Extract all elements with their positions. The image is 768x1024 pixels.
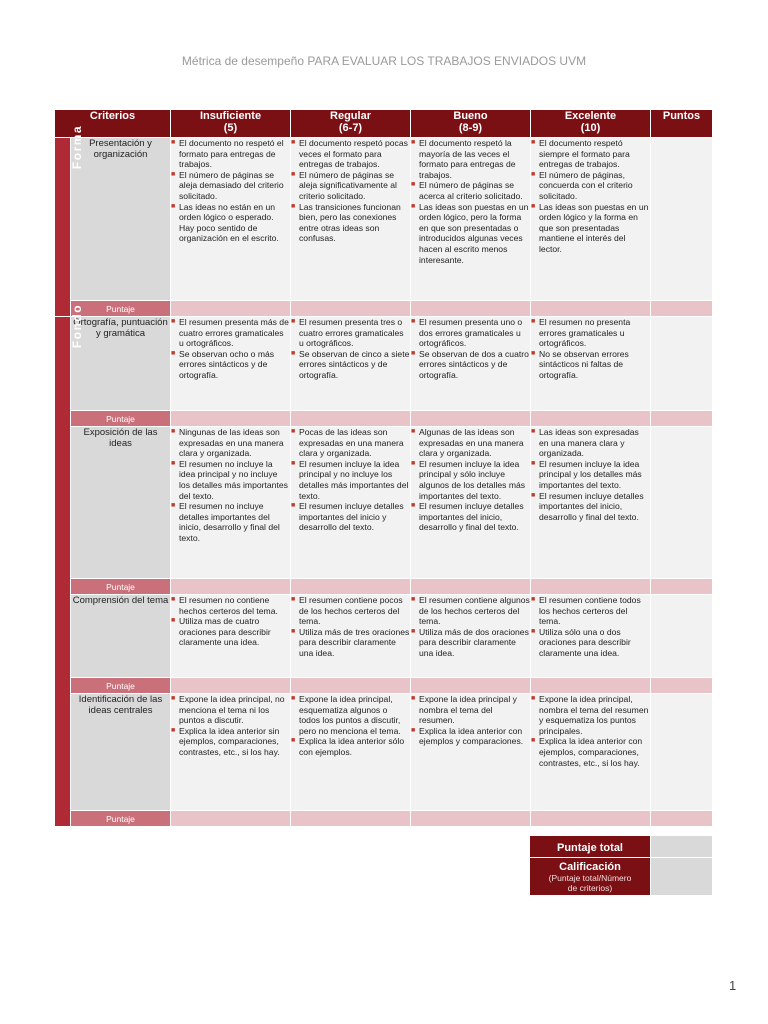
puntaje-cell[interactable] bbox=[171, 411, 291, 427]
list-item bbox=[291, 501, 410, 533]
table-row bbox=[55, 595, 713, 678]
list-item bbox=[411, 138, 530, 180]
criterion-cell: Exposición de las ideas bbox=[71, 427, 171, 579]
puntaje-cell[interactable] bbox=[411, 579, 531, 595]
list-item-text: El resumen incluye detalles importantes del inicio, desarrollo y final del texto. bbox=[419, 501, 524, 533]
list-item-text: Expone la idea principal, no menciona el tema ni los puntos a discutir. bbox=[179, 694, 285, 726]
list-item bbox=[411, 694, 530, 726]
list-item bbox=[291, 459, 410, 501]
header-regular-range: (6-7) bbox=[338, 122, 363, 134]
bullet-icon: ■ bbox=[171, 695, 176, 702]
bullet-list bbox=[531, 595, 650, 659]
desc-insuficiente bbox=[171, 317, 291, 411]
list-item-text: El resumen contiene todos los hechos certeros del tema. bbox=[539, 595, 641, 627]
puntaje-row bbox=[55, 301, 713, 317]
calificacion-note-1: (Puntaje total/Número bbox=[548, 872, 632, 883]
bullet-icon: ■ bbox=[291, 170, 296, 178]
list-item bbox=[531, 170, 650, 202]
list-item-text: El resumen incluye la idea principal y los detalles más importantes del texto. bbox=[539, 458, 642, 490]
list-item bbox=[411, 349, 530, 381]
list-item bbox=[171, 459, 290, 501]
list-item-text: Utiliza mas de cuatro oraciones para describir claramente una idea. bbox=[179, 616, 271, 648]
desc-regular bbox=[291, 694, 411, 811]
puntaje-cell[interactable] bbox=[291, 579, 411, 595]
bullet-list bbox=[171, 317, 290, 381]
calificacion-note-2: de criterios) bbox=[567, 882, 613, 893]
page-number: 1 bbox=[729, 978, 737, 993]
list-item-text: Las ideas no están en un orden lógico o esperado. Hay poco sentido de organización en el escrito. bbox=[179, 201, 279, 244]
bullet-icon: ■ bbox=[291, 428, 296, 435]
list-item bbox=[171, 427, 290, 459]
bullet-icon: ■ bbox=[171, 726, 176, 734]
list-item bbox=[291, 427, 410, 459]
puntaje-label: Puntaje bbox=[71, 301, 171, 317]
list-item bbox=[411, 627, 530, 659]
bullet-icon: ■ bbox=[531, 202, 536, 210]
bullet-icon: ■ bbox=[531, 627, 536, 635]
list-item bbox=[411, 202, 530, 266]
list-item-text: El resumen no incluye detalles importantes del inicio, desarrollo y final del texto. bbox=[179, 501, 280, 543]
rubric-table bbox=[54, 109, 713, 827]
list-item bbox=[171, 595, 290, 616]
list-item-text: Utiliza más de dos oraciones para describir claramente una idea. bbox=[419, 626, 529, 658]
puntaje-total-text: Puntaje total bbox=[556, 841, 623, 854]
list-item bbox=[531, 427, 650, 459]
puntaje-total-value[interactable] bbox=[651, 836, 713, 858]
list-item bbox=[531, 459, 650, 491]
puntaje-cell[interactable] bbox=[291, 811, 411, 827]
desc-excelente bbox=[531, 138, 651, 301]
list-item-text: Algunas de las ideas son expresadas en una manera clara y organizada. bbox=[419, 427, 524, 459]
bullet-icon: ■ bbox=[531, 318, 536, 325]
group-forma-label: Forma bbox=[70, 124, 85, 170]
list-item bbox=[411, 427, 530, 459]
group-fondo-label: Fondo bbox=[70, 303, 85, 349]
bullet-icon: ■ bbox=[291, 502, 296, 510]
total-row bbox=[530, 836, 713, 858]
bullet-icon: ■ bbox=[291, 349, 296, 357]
header-insuficiente bbox=[171, 110, 291, 138]
bullet-icon: ■ bbox=[171, 139, 176, 146]
desc-regular bbox=[291, 595, 411, 678]
list-item bbox=[411, 180, 530, 201]
desc-bueno bbox=[411, 138, 531, 301]
puntaje-row bbox=[55, 579, 713, 595]
criterion-cell: Ortografía, puntuación y gramática bbox=[71, 317, 171, 411]
points-cell[interactable] bbox=[651, 595, 713, 678]
bullet-icon: ■ bbox=[531, 349, 536, 357]
list-item bbox=[171, 170, 290, 202]
bullet-list bbox=[531, 317, 650, 381]
list-item bbox=[411, 501, 530, 533]
puntaje-cell[interactable] bbox=[651, 579, 713, 595]
list-item bbox=[291, 627, 410, 659]
calificacion-row bbox=[530, 858, 713, 896]
bullet-icon: ■ bbox=[411, 349, 416, 357]
bullet-list bbox=[411, 317, 530, 381]
desc-regular bbox=[291, 317, 411, 411]
list-item-text: El resumen incluye la idea principal y sólo incluye algunos de los detalles más importantes del texto. bbox=[419, 458, 526, 501]
puntaje-cell[interactable] bbox=[531, 811, 651, 827]
list-item bbox=[171, 349, 290, 381]
bullet-list bbox=[531, 138, 650, 255]
list-item bbox=[531, 736, 650, 768]
puntaje-label: Puntaje bbox=[71, 811, 171, 827]
bullet-icon: ■ bbox=[291, 627, 296, 635]
desc-bueno bbox=[411, 595, 531, 678]
bullet-list bbox=[531, 427, 650, 522]
puntaje-label: Puntaje bbox=[71, 579, 171, 595]
bullet-icon: ■ bbox=[171, 502, 176, 510]
bullet-icon: ■ bbox=[291, 695, 296, 702]
list-item bbox=[291, 349, 410, 381]
list-item-text: El resumen no contiene hechos certeros del tema. bbox=[179, 595, 278, 616]
puntaje-cell[interactable] bbox=[531, 301, 651, 317]
bullet-icon: ■ bbox=[411, 695, 416, 702]
list-item bbox=[291, 317, 410, 349]
puntaje-row bbox=[55, 678, 713, 694]
bullet-icon: ■ bbox=[171, 596, 176, 603]
bullet-icon: ■ bbox=[411, 502, 416, 510]
list-item-text: Ningunas de las ideas son expresadas en una manera clara y organizada. bbox=[179, 427, 284, 459]
list-item-text: El número de páginas, concuerda con el criterio solicitado. bbox=[539, 169, 633, 201]
bullet-icon: ■ bbox=[171, 459, 176, 467]
bullet-icon: ■ bbox=[291, 459, 296, 467]
calificacion-value[interactable] bbox=[651, 858, 713, 896]
list-item-text: No se observan errores sintácticos ni faltas de ortografía. bbox=[539, 348, 629, 380]
list-item bbox=[531, 694, 650, 736]
list-item-text: El resumen presenta uno o dos errores gramaticales u ortográficos. bbox=[419, 317, 523, 349]
puntaje-cell[interactable] bbox=[411, 301, 531, 317]
header-bueno-range: (8-9) bbox=[458, 122, 483, 134]
list-item-text: El documento respetó la mayoría de las veces el formato para entregas de trabajos. bbox=[419, 138, 516, 180]
bullet-icon: ■ bbox=[411, 202, 416, 210]
list-item bbox=[171, 317, 290, 349]
list-item bbox=[531, 317, 650, 349]
list-item-text: El resumen contiene algunos de los hechos certeros del tema. bbox=[419, 595, 530, 627]
list-item bbox=[291, 595, 410, 627]
puntaje-cell[interactable] bbox=[531, 678, 651, 694]
list-item-text: Utiliza sólo una o dos oraciones para describir claramente una idea. bbox=[539, 626, 631, 658]
puntaje-cell[interactable] bbox=[531, 579, 651, 595]
list-item bbox=[411, 595, 530, 627]
calificacion-text: Calificación bbox=[559, 860, 621, 873]
criterion-cell: Identificación de las ideas centrales bbox=[71, 694, 171, 811]
puntaje-cell[interactable] bbox=[651, 301, 713, 317]
bullet-icon: ■ bbox=[531, 459, 536, 467]
desc-bueno bbox=[411, 427, 531, 579]
list-item-text: Expone la idea principal, esquematiza algunos o todos los puntos a discutir, pero no menciona el tema. bbox=[299, 694, 401, 736]
puntaje-cell[interactable] bbox=[291, 411, 411, 427]
puntaje-row bbox=[55, 811, 713, 827]
bullet-list bbox=[171, 694, 290, 758]
header-excelente-label: Excelente bbox=[564, 110, 617, 122]
header-bueno bbox=[411, 110, 531, 138]
list-item-text: Se observan ocho o más errores sintácticos y de ortografía. bbox=[179, 348, 275, 380]
list-item bbox=[291, 694, 410, 736]
criterion-cell: Presentación y organización bbox=[71, 138, 171, 301]
bullet-list bbox=[531, 694, 650, 768]
puntaje-row bbox=[55, 411, 713, 427]
puntaje-cell[interactable] bbox=[651, 678, 713, 694]
bullet-icon: ■ bbox=[531, 491, 536, 499]
list-item-text: Las ideas son puestas en un orden lógico y la forma en que son presentadas mantiene el interés del lector. bbox=[539, 201, 649, 254]
bullet-icon: ■ bbox=[291, 318, 296, 325]
bullet-icon: ■ bbox=[171, 170, 176, 178]
bullet-icon: ■ bbox=[411, 181, 416, 189]
bullet-icon: ■ bbox=[411, 726, 416, 734]
list-item bbox=[171, 138, 290, 170]
bullet-icon: ■ bbox=[291, 596, 296, 603]
list-item bbox=[171, 694, 290, 726]
list-item-text: El documento respetó siempre el formato para entregas de trabajos. bbox=[539, 138, 630, 170]
desc-insuficiente bbox=[171, 427, 291, 579]
desc-excelente bbox=[531, 317, 651, 411]
bullet-icon: ■ bbox=[171, 428, 176, 435]
puntaje-cell[interactable] bbox=[291, 678, 411, 694]
bullet-list bbox=[291, 595, 410, 659]
list-item-text: Explica la idea anterior con ejemplos, comparaciones, contrastes, etc., si los hay. bbox=[539, 736, 643, 768]
desc-regular bbox=[291, 427, 411, 579]
bullet-list bbox=[291, 694, 410, 758]
list-item-text: Expone la idea principal, nombra el tema del resumen y esquematiza los puntos principales. bbox=[539, 694, 649, 736]
header-regular-label: Regular bbox=[330, 110, 371, 122]
points-cell[interactable] bbox=[651, 427, 713, 579]
group-fondo bbox=[55, 303, 85, 827]
list-item-text: Las ideas son puestas en un orden lógico, pero la forma en que son presentadas o introducidos algunas veces hacen al escrito menos interesante. bbox=[419, 201, 529, 265]
table-row bbox=[55, 427, 713, 579]
list-item-text: Utiliza más de tres oraciones para describir claramente una idea. bbox=[299, 626, 410, 658]
puntaje-cell[interactable] bbox=[171, 579, 291, 595]
bullet-list bbox=[411, 694, 530, 747]
group-forma bbox=[55, 124, 85, 317]
list-item-text: El resumen incluye detalles importantes del inicio y desarrollo del texto. bbox=[299, 501, 404, 533]
bullet-icon: ■ bbox=[411, 428, 416, 435]
list-item-text: El resumen incluye detalles importantes del inicio, desarrollo y final del texto. bbox=[539, 490, 644, 522]
header-excelente-range: (10) bbox=[580, 122, 601, 134]
bullet-icon: ■ bbox=[171, 349, 176, 357]
puntaje-cell[interactable] bbox=[411, 678, 531, 694]
criterion-cell: Comprensión del tema bbox=[71, 595, 171, 678]
list-item-text: El resumen contiene pocos de los hechos certeros del tema. bbox=[299, 595, 403, 627]
desc-excelente bbox=[531, 595, 651, 678]
puntaje-label: Puntaje bbox=[71, 411, 171, 427]
list-item bbox=[171, 726, 290, 758]
list-item bbox=[291, 170, 410, 202]
list-item bbox=[411, 459, 530, 501]
bullet-icon: ■ bbox=[291, 202, 296, 210]
list-item-text: El documento respetó pocas veces el formato para entregas de trabajos. bbox=[299, 138, 408, 170]
puntaje-cell[interactable] bbox=[171, 678, 291, 694]
bullet-icon: ■ bbox=[411, 318, 416, 325]
table-row bbox=[55, 138, 713, 301]
list-item bbox=[291, 202, 410, 244]
list-item bbox=[411, 317, 530, 349]
desc-bueno bbox=[411, 694, 531, 811]
list-item-text: El resumen incluye la idea principal y no incluye los detalles más importantes del texto. bbox=[299, 458, 409, 501]
puntaje-cell[interactable] bbox=[411, 411, 531, 427]
desc-insuficiente bbox=[171, 138, 291, 301]
header-puntos: Puntos bbox=[651, 110, 713, 138]
totals-table bbox=[529, 835, 713, 896]
desc-excelente bbox=[531, 427, 651, 579]
bullet-icon: ■ bbox=[291, 737, 296, 745]
list-item bbox=[171, 501, 290, 543]
list-item bbox=[531, 349, 650, 381]
bullet-icon: ■ bbox=[171, 617, 176, 625]
list-item-text: El número de páginas se aleja significativamente al criterio solicitado. bbox=[299, 169, 397, 201]
bullet-icon: ■ bbox=[291, 139, 296, 146]
points-cell[interactable] bbox=[651, 138, 713, 301]
puntaje-total-label bbox=[530, 836, 651, 858]
bullet-icon: ■ bbox=[411, 596, 416, 603]
bullet-icon: ■ bbox=[531, 428, 536, 435]
list-item-text: Las transiciones funcionan bien, pero las conexiones entre otras ideas son confusas. bbox=[299, 201, 401, 244]
bullet-icon: ■ bbox=[531, 139, 536, 146]
points-cell[interactable] bbox=[651, 317, 713, 411]
list-item-text: Las ideas son expresadas en una manera clara y organizada. bbox=[539, 427, 639, 459]
desc-regular bbox=[291, 138, 411, 301]
bullet-list bbox=[291, 138, 410, 244]
bullet-list bbox=[171, 595, 290, 648]
list-item-text: Explica la idea anterior con ejemplos y comparaciones. bbox=[419, 725, 524, 747]
bullet-list bbox=[291, 427, 410, 533]
desc-insuficiente bbox=[171, 694, 291, 811]
list-item bbox=[411, 726, 530, 747]
list-item-text: Se observan de cinco a siete errores sintácticos y de ortografía. bbox=[299, 348, 410, 380]
desc-bueno bbox=[411, 317, 531, 411]
list-item-text: Pocas de las ideas son expresadas en una manera clara y organizada. bbox=[299, 427, 404, 459]
list-item bbox=[531, 595, 650, 627]
bullet-icon: ■ bbox=[531, 170, 536, 178]
puntaje-cell[interactable] bbox=[171, 811, 291, 827]
puntaje-cell[interactable] bbox=[531, 411, 651, 427]
header-regular bbox=[291, 110, 411, 138]
bullet-icon: ■ bbox=[531, 695, 536, 702]
list-item bbox=[171, 202, 290, 244]
bullet-list bbox=[171, 138, 290, 244]
bullet-list bbox=[411, 427, 530, 533]
bullet-icon: ■ bbox=[171, 318, 176, 325]
puntaje-label: Puntaje bbox=[71, 678, 171, 694]
bullet-icon: ■ bbox=[411, 139, 416, 146]
page-title: Métrica de desempeño PARA EVALUAR LOS TRABAJOS ENVIADOS UVM bbox=[181, 54, 587, 68]
list-item bbox=[531, 138, 650, 170]
list-item-text: Explica la idea anterior sin ejemplos, comparaciones, contrastes, etc., si los hay. bbox=[179, 725, 280, 757]
list-item-text: Expone la idea principal y nombra el tema del resumen. bbox=[419, 694, 517, 726]
header-insuficiente-range: (5) bbox=[223, 122, 238, 134]
bullet-list bbox=[411, 595, 530, 659]
list-item-text: Explica la idea anterior sólo con ejemplos. bbox=[299, 736, 405, 757]
header-row bbox=[55, 110, 713, 138]
bullet-icon: ■ bbox=[531, 596, 536, 603]
puntaje-cell[interactable] bbox=[291, 301, 411, 317]
bullet-list bbox=[291, 317, 410, 381]
table-row bbox=[55, 694, 713, 811]
list-item bbox=[291, 736, 410, 757]
list-item-text: El resumen presenta tres o cuatro errores gramaticales u ortográficos. bbox=[299, 317, 404, 349]
bullet-list bbox=[171, 427, 290, 544]
table-row bbox=[55, 317, 713, 411]
list-item bbox=[531, 202, 650, 255]
list-item-text: El número de páginas se aleja demasiado del criterio solicitado. bbox=[179, 169, 284, 201]
bullet-icon: ■ bbox=[531, 737, 536, 745]
list-item bbox=[531, 491, 650, 523]
list-item-text: Se observan de dos a cuatro errores sintácticos y de ortografía. bbox=[419, 348, 529, 380]
header-bueno-label: Bueno bbox=[453, 110, 488, 122]
points-cell[interactable] bbox=[651, 694, 713, 811]
header-excelente bbox=[531, 110, 651, 138]
header-criterios: Criterios bbox=[55, 110, 171, 138]
desc-insuficiente bbox=[171, 595, 291, 678]
list-item-text: El resumen no incluye la idea principal y no incluye los detalles más importantes del texto. bbox=[179, 458, 288, 501]
bullet-list bbox=[411, 138, 530, 265]
puntaje-cell[interactable] bbox=[651, 811, 713, 827]
list-item-text: El documento no respetó el formato para entregas de trabajos. bbox=[179, 138, 284, 170]
desc-excelente bbox=[531, 694, 651, 811]
list-item bbox=[171, 616, 290, 648]
list-item-text: El resumen no presenta errores gramaticales u ortográficos. bbox=[539, 317, 631, 349]
list-item-text: El resumen presenta más de cuatro errores gramaticales u ortográficos. bbox=[179, 317, 289, 349]
list-item bbox=[291, 138, 410, 170]
header-insuficiente-label: Insuficiente bbox=[199, 110, 262, 122]
list-item-text: El número de páginas se acerca al criterio solicitado. bbox=[419, 180, 523, 201]
list-item bbox=[531, 627, 650, 659]
bullet-icon: ■ bbox=[411, 459, 416, 467]
bullet-icon: ■ bbox=[171, 202, 176, 210]
bullet-icon: ■ bbox=[411, 627, 416, 635]
puntaje-cell[interactable] bbox=[411, 811, 531, 827]
puntaje-cell[interactable] bbox=[651, 411, 713, 427]
puntaje-cell[interactable] bbox=[171, 301, 291, 317]
calificacion-label bbox=[530, 858, 651, 896]
